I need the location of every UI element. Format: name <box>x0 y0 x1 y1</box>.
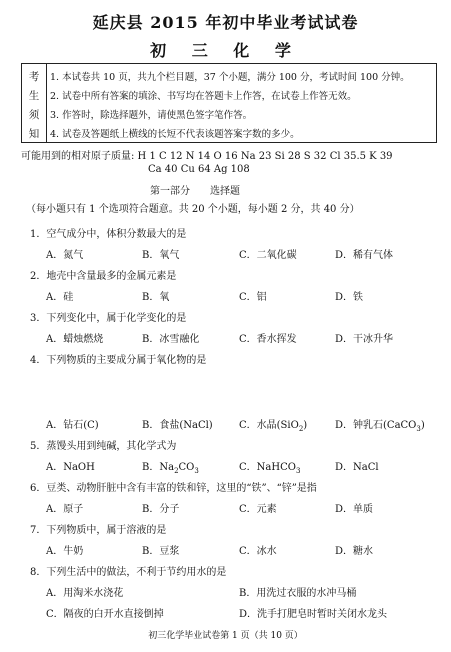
question-stem: 4．下列物质的主要成分属于氧化物的是 <box>30 355 207 366</box>
atomic-masses-line-2: Ca 40 Cu 64 Ag 108 <box>148 164 250 175</box>
option-d[interactable]: D．稀有气体 <box>335 250 394 261</box>
option-d[interactable]: D．钟乳石(CaCO$_3$) <box>335 420 425 433</box>
option-b[interactable]: B．氧气 <box>142 250 180 261</box>
option-c[interactable]: C．NaHCO$_3$ <box>239 462 301 475</box>
option-d[interactable]: D．干冰升华 <box>335 334 394 345</box>
notice-item: 4. 试卷及答题纸上横线的长短不代表该题答案字数的多少。 <box>50 129 300 140</box>
option-a[interactable]: A．氮气 <box>46 250 84 261</box>
question-stem: 6．豆类、动物肝脏中含有丰富的铁和锌，这里的“铁”、“锌”是指 <box>30 483 317 494</box>
option-a[interactable]: A．用淘米水浇花 <box>46 588 124 599</box>
question-stem: 3．下列变化中，属于化学变化的是 <box>30 313 187 324</box>
notice-label: 知 <box>28 128 40 140</box>
option-d[interactable]: D．糖水 <box>335 546 374 557</box>
option-b[interactable]: B．分子 <box>142 504 180 515</box>
option-a[interactable]: A．原子 <box>46 504 84 515</box>
notice-item: 3. 作答时，除选择题外，请使黑色签字笔作答。 <box>50 110 253 121</box>
notice-label: 考 <box>28 71 40 83</box>
option-c[interactable]: C．香水挥发 <box>239 334 297 345</box>
option-c[interactable]: C．铝 <box>239 292 267 303</box>
option-a[interactable]: A．钻石(C) <box>46 420 99 431</box>
option-a[interactable]: A．牛奶 <box>46 546 84 557</box>
option-c[interactable]: C．元素 <box>239 504 277 515</box>
section-title: 第一部分 选择题 <box>150 186 240 197</box>
notice-item: 1. 本试卷共 10 页，共九个栏目题，37 个小题，满分 100 分，考试时间 100 分钟。 <box>50 72 410 83</box>
option-c[interactable]: C．二氧化碳 <box>239 250 297 261</box>
section-instruction: （每小题只有 1 个选项符合题意。共 20 个小题，每小题 2 分，共 40 分） <box>26 204 360 215</box>
atomic-masses-line-1: 可能用到的相对原子质量: H 1 C 12 N 14 O 16 Na 23 Si 28 S 32 Cl 35.5 K 39 <box>21 151 393 162</box>
question-stem: 8．下列生活中的做法，不利于节约用水的是 <box>30 567 227 578</box>
option-c[interactable]: C．冰水 <box>239 546 277 557</box>
option-d[interactable]: D．NaCl <box>335 462 379 473</box>
option-b[interactable]: B．豆浆 <box>142 546 180 557</box>
question-stem: 7．下列物质中，属于溶液的是 <box>30 525 167 536</box>
option-d[interactable]: D．洗手打肥皂时暂时关闭水龙头 <box>239 609 388 620</box>
question-stem: 1．空气成分中，体积分数最大的是 <box>30 229 187 240</box>
option-a[interactable]: A．硅 <box>46 292 74 303</box>
exam-subject: 初 三 化 学 <box>150 41 301 60</box>
option-b[interactable]: B．冰雪融化 <box>142 334 200 345</box>
option-d[interactable]: D．单质 <box>335 504 374 515</box>
option-b[interactable]: B．用洗过衣服的水冲马桶 <box>239 588 357 599</box>
option-d[interactable]: D．铁 <box>335 292 364 303</box>
notice-label: 须 <box>28 109 40 121</box>
notice-label: 生 <box>28 90 40 102</box>
question-stem: 5．蒸馒头用到纯碱，其化学式为 <box>30 441 177 452</box>
question-stem: 2．地壳中含量最多的金属元素是 <box>30 271 177 282</box>
notice-label-column <box>22 64 47 142</box>
option-b[interactable]: B．$Na_2CO_3$ <box>142 462 199 475</box>
exam-title: 延庆县 2015 年初中毕业考试试卷 <box>92 13 359 32</box>
notice-item: 2. 试卷中所有答案的填涂、书写均在答题卡上作答，在试卷上作答无效。 <box>50 91 357 102</box>
option-a[interactable]: A．蜡烛燃烧 <box>46 334 104 345</box>
option-c[interactable]: C．隔夜的白开水直接倒掉 <box>46 609 164 620</box>
option-b[interactable]: B．氧 <box>142 292 170 303</box>
candidate-notice-box <box>21 63 437 143</box>
option-a[interactable]: A．NaOH <box>46 462 95 473</box>
page-footer: 初三化学毕业试卷第 1 页（共 10 页） <box>148 631 303 641</box>
option-c[interactable]: C．水晶(SiO$_2$) <box>239 420 308 433</box>
option-b[interactable]: B．食盐(NaCl) <box>142 420 213 431</box>
